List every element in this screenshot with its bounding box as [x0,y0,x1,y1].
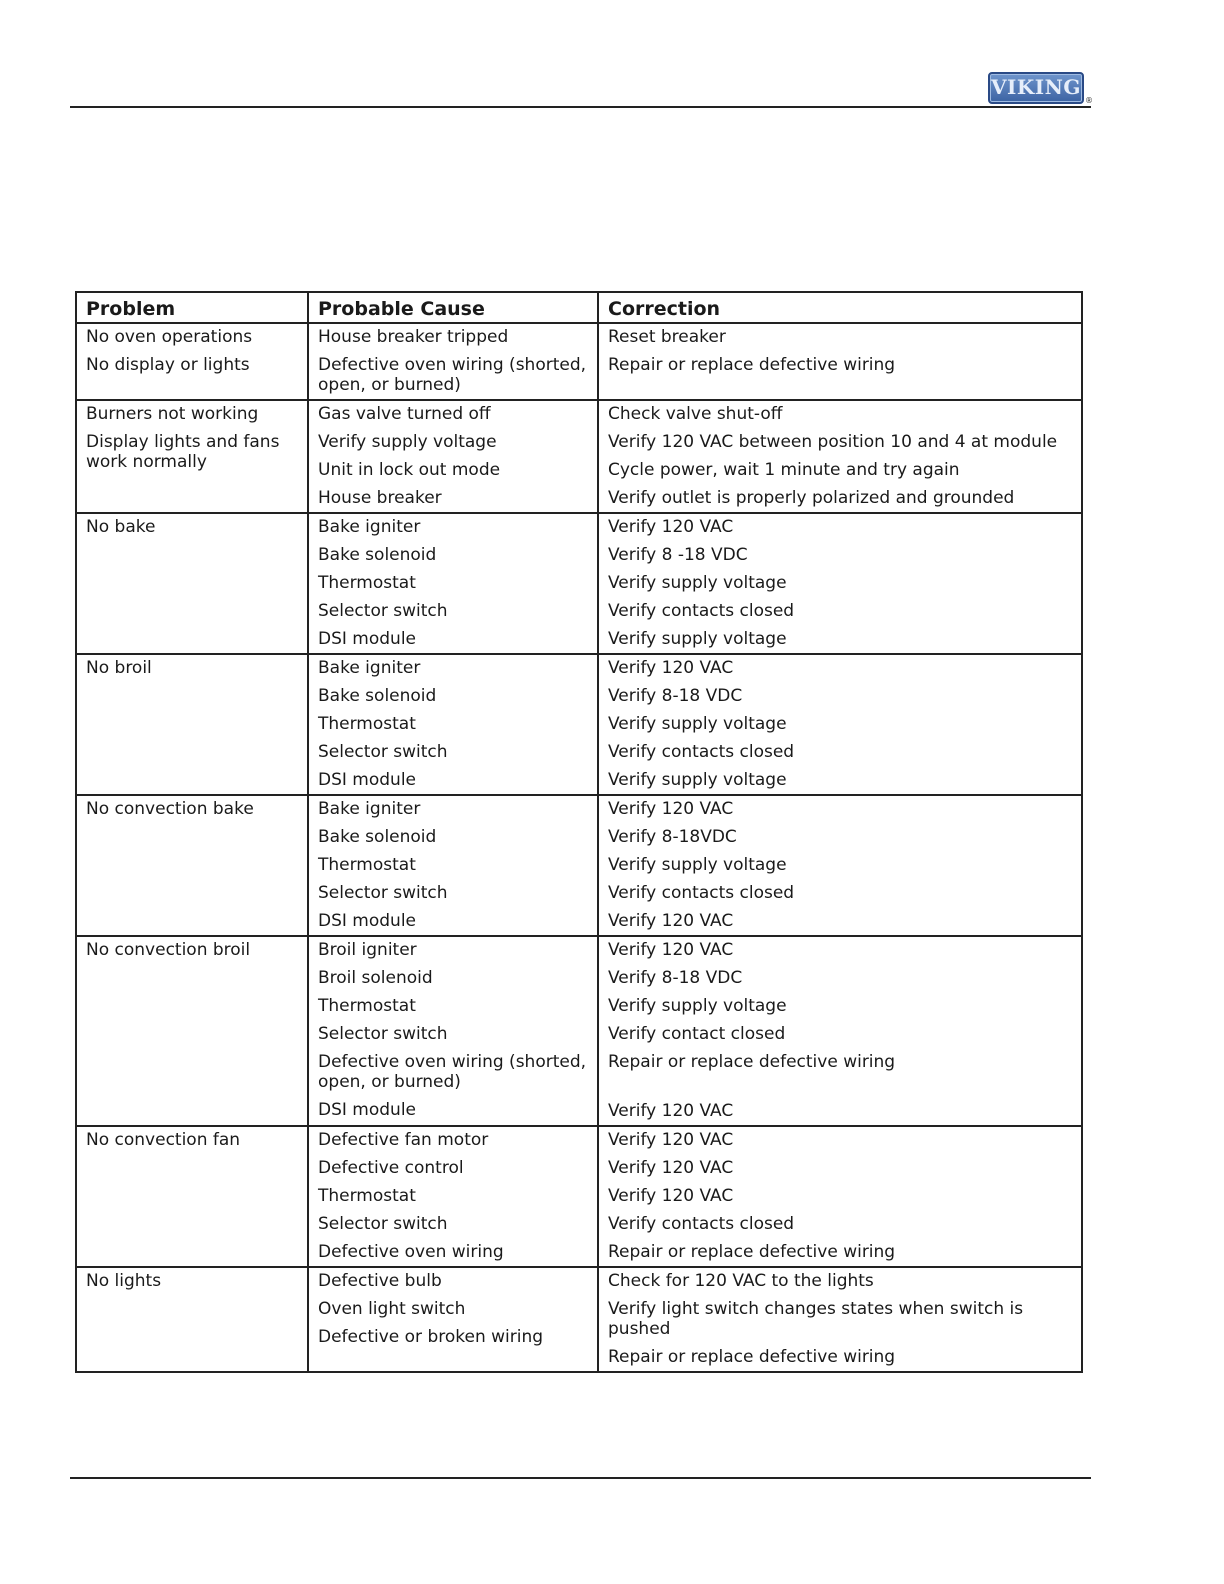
problem-text: No display or lights [86,355,250,375]
correction-text: Check for 120 VAC to the lights [608,1271,874,1291]
correction-text: Verify contacts closed [608,1214,795,1234]
correction-text: Verify supply voltage [608,573,787,593]
table-header-row [76,292,1082,323]
table-row [76,795,1082,936]
correction-text: Verify 120 VAC [608,911,734,931]
cause-text: Thermostat [318,855,416,875]
correction-text: Repair or replace defective wiring [608,1052,896,1072]
cause-cell [308,323,598,400]
correction-text: Repair or replace defective wiring [608,355,896,375]
correction-text: Verify 120 VAC [608,658,734,678]
problem-cell [76,654,308,795]
problem-cell [76,1126,308,1267]
cause-text: DSI module [318,1100,417,1120]
correction-cell [598,654,1082,795]
problem-cell [76,1267,308,1372]
viking-logo [988,72,1084,104]
cause-text: Broil solenoid [318,968,433,988]
correction-text: Verify 120 VAC [608,940,734,960]
cause-text: Bake igniter [318,658,421,678]
correction-cell [598,1267,1082,1372]
cause-text: Selector switch [318,1214,448,1234]
cause-text: Gas valve turned off [318,404,491,424]
table-row [76,654,1082,795]
correction-text: Verify supply voltage [608,855,787,875]
cause-cell [308,1267,598,1372]
cause-text: DSI module [318,770,417,790]
correction-text: Verify light switch changes states when switch is pushed [608,1299,1024,1339]
cause-cell [308,936,598,1126]
problem-cell [76,513,308,654]
correction-text: Verify 8-18VDC [608,827,737,847]
problem-cell [76,936,308,1126]
correction-cell [598,323,1082,400]
cause-cell [308,513,598,654]
correction-text: Verify 120 VAC [608,1130,734,1150]
cause-text: Broil igniter [318,940,417,960]
logo-text: VIKING [991,75,1081,99]
cause-text: Thermostat [318,996,416,1016]
correction-text: Verify 120 VAC between position 10 and 4 at module [608,432,1058,452]
cause-text: Defective control [318,1158,464,1178]
problem-text: No bake [86,517,156,537]
cause-cell [308,1126,598,1267]
cause-text: Bake igniter [318,517,421,537]
correction-text: Verify 8-18 VDC [608,968,743,988]
cause-text: Thermostat [318,573,416,593]
cause-text: Verify supply voltage [318,432,497,452]
correction-text: Verify 8-18 VDC [608,686,743,706]
cause-text: Bake igniter [318,799,421,819]
table-row [76,400,1082,513]
table-row [76,1126,1082,1267]
problem-cell [76,400,308,513]
correction-text: Verify 120 VAC [608,1158,734,1178]
problem-text: Burners not working [86,404,259,424]
header-correction: Correction [598,292,1082,323]
correction-text: Verify 8 -18 VDC [608,545,748,565]
footer-rule [70,1477,1091,1479]
cause-text: Defective bulb [318,1271,442,1291]
cause-text: Defective fan motor [318,1130,489,1150]
correction-cell [598,513,1082,654]
correction-text: Verify contact closed [608,1024,786,1044]
correction-cell [598,1126,1082,1267]
cause-text: Oven light switch [318,1299,466,1319]
correction-text: Verify supply voltage [608,714,787,734]
header-rule [70,106,1091,108]
cause-text: Bake solenoid [318,827,437,847]
cause-text: House breaker [318,488,442,508]
registered-mark: ® [1085,96,1093,105]
table-row [76,323,1082,400]
cause-text: Defective or broken wiring [318,1327,544,1347]
cause-text: Selector switch [318,601,448,621]
cause-text: House breaker tripped [318,327,509,347]
correction-text: Reset breaker [608,327,726,347]
correction-text: Check valve shut-off [608,404,783,424]
correction-cell [598,936,1082,1126]
correction-cell [598,400,1082,513]
cause-text: Selector switch [318,1024,448,1044]
cause-text: Unit in lock out mode [318,460,501,480]
cause-text: Bake solenoid [318,686,437,706]
correction-text: Cycle power, wait 1 minute and try again [608,460,960,480]
cause-text: Defective oven wiring (shorted, open, or burned) [318,355,587,395]
problem-text: No oven operations [86,327,253,347]
correction-cell [598,795,1082,936]
header-probable-cause: Probable Cause [308,292,598,323]
troubleshooting-table [75,291,1083,1373]
correction-text: Repair or replace defective wiring [608,1347,896,1367]
correction-text: Verify contacts closed [608,883,795,903]
correction-text: Verify contacts closed [608,742,795,762]
problem-text: No broil [86,658,152,678]
problem-cell [76,795,308,936]
problem-text: No convection fan [86,1130,241,1150]
problem-text: Display lights and fans work normally [86,432,280,472]
correction-text: Verify 120 VAC [608,1186,734,1206]
correction-text: Verify contacts closed [608,601,795,621]
header-problem: Problem [76,292,308,323]
correction-text: Verify outlet is properly polarized and grounded [608,488,1015,508]
problem-text: No convection bake [86,799,254,819]
table-row [76,513,1082,654]
correction-text: Verify supply voltage [608,629,787,649]
cause-text: Bake solenoid [318,545,437,565]
problem-cell [76,323,308,400]
cause-cell [308,795,598,936]
cause-text: DSI module [318,629,417,649]
problem-text: No lights [86,1271,162,1291]
cause-cell [308,400,598,513]
correction-text: Verify 120 VAC [608,1101,734,1121]
table-row [76,936,1082,1126]
cause-text: Thermostat [318,714,416,734]
cause-text: Selector switch [318,742,448,762]
cause-text: Selector switch [318,883,448,903]
correction-text: Repair or replace defective wiring [608,1242,896,1262]
correction-text: Verify supply voltage [608,770,787,790]
correction-text: Verify supply voltage [608,996,787,1016]
cause-cell [308,654,598,795]
cause-text: DSI module [318,911,417,931]
cause-text: Defective oven wiring (shorted, open, or burned) [318,1052,587,1092]
correction-text: Verify 120 VAC [608,799,734,819]
problem-text: No convection broil [86,940,251,960]
table-row [76,1267,1082,1372]
cause-text: Defective oven wiring [318,1242,504,1262]
correction-text: Verify 120 VAC [608,517,734,537]
cause-text: Thermostat [318,1186,416,1206]
